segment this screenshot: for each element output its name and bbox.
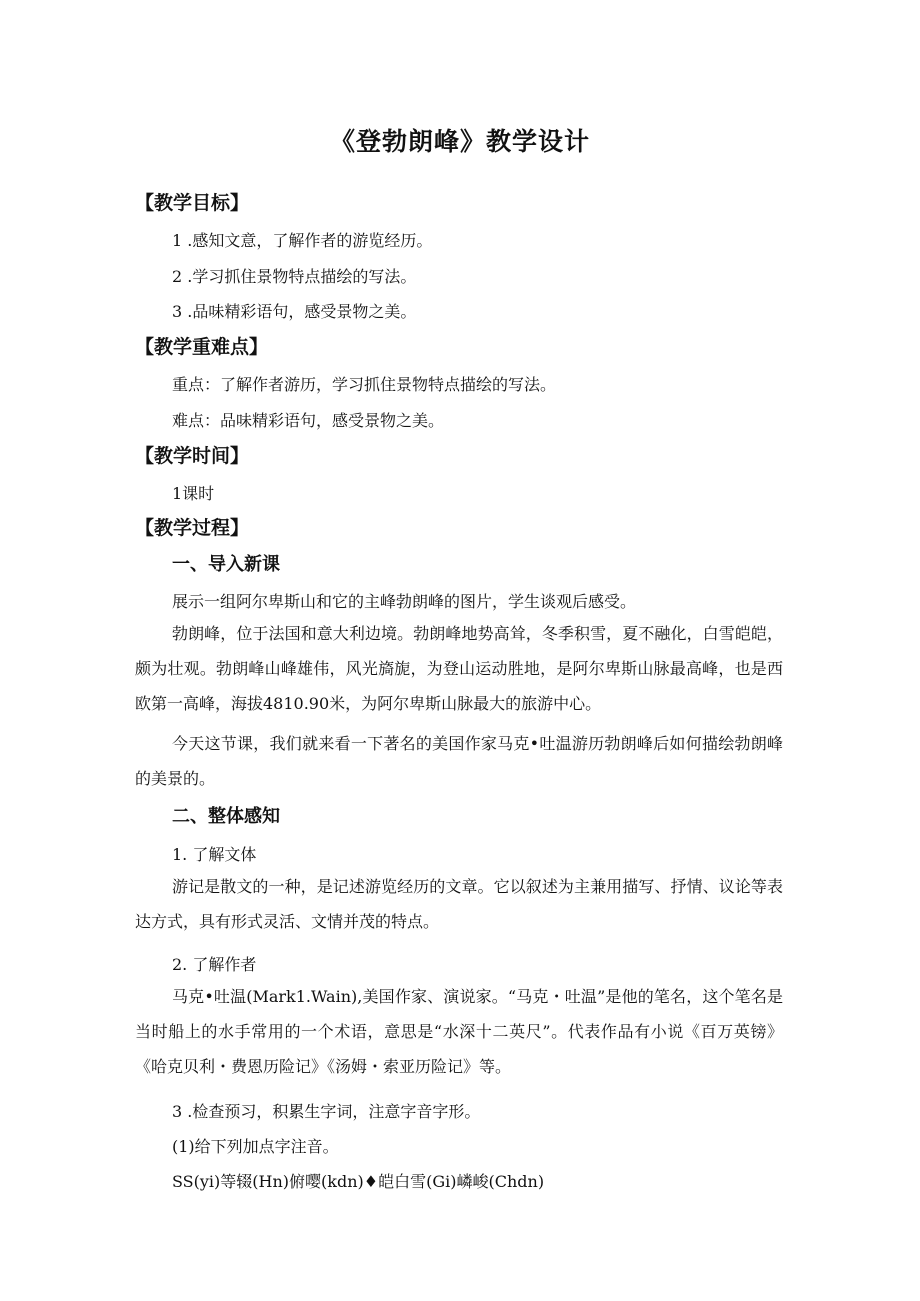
keypoint-important: 重点：了解作者游历，学习抓住景物特点描绘的写法。 <box>172 375 557 394</box>
intro-paragraph-3: 今天这节课，我们就来看一下著名的美国作家马克•吐温游历勃朗峰后如何描绘勃朗峰的美景的。 <box>135 734 783 788</box>
section-heading-goals: 【教学目标】 <box>135 192 250 214</box>
goal-item-1: 1 .感知文意，了解作者的游览经历。 <box>172 231 433 250</box>
subheading-introduction: 一、导入新课 <box>172 554 280 575</box>
goal-item-2: 2 .学习抓住景物特点描绘的写法。 <box>172 267 417 286</box>
goal-item-3: 3 .品味精彩语句，感受景物之美。 <box>172 302 417 321</box>
time-value: 1课时 <box>172 484 215 503</box>
section-heading-keypoints: 【教学重难点】 <box>135 336 269 358</box>
item-3-title: 3 .检查预习，积累生字词，注意字音字形。 <box>172 1102 481 1121</box>
item-2-title: 2. 了解作者 <box>172 955 257 974</box>
intro-paragraph-1: 展示一组阿尔卑斯山和它的主峰勃朗峰的图片，学生谈观后感受。 <box>172 592 637 611</box>
intro-paragraph-2: 勃朗峰，位于法国和意大利边境。勃朗峰地势高耸，冬季积雪，夏不融化，白雪皑皑，颇为壮观。勃朗峰山峰雄伟，风光旖旎，为登山运动胜地，是阿尔卑斯山脉最高峰，也是西欧第一高峰，海拔4810.90米，为阿尔卑斯山脉最大的旅游中心。 <box>135 624 783 713</box>
item-1-text: 游记是散文的一种，是记述游览经历的文章。它以叙述为主兼用描写、抒情、议论等表达方式，具有形式灵活、文情并茂的特点。 <box>135 877 783 931</box>
keypoint-difficult: 难点：品味精彩语句，感受景物之美。 <box>172 411 445 430</box>
section-heading-process: 【教学过程】 <box>135 517 250 539</box>
subheading-overall-perception: 二、整体感知 <box>172 806 280 827</box>
item-2-text: 马克•吐温(Mark1.Wain),美国作家、演说家。“马克・吐温”是他的笔名，这个笔名是当时船上的水手常用的一个术语，意思是“水深十二英尺”。代表作品有小说《百万英镑》《哈克贝利・费恩历险记》《汤姆・索亚历险记》等。 <box>135 987 783 1076</box>
item-3-subtitle: (1)给下列加点字注音。 <box>172 1137 339 1156</box>
item-3-words: SS(yi)等辍(Hn)俯嘤(kdn)♦皑白雪(Gi)嶙峻(Chdn) <box>172 1172 545 1191</box>
section-heading-time: 【教学时间】 <box>135 445 250 467</box>
item-1-title: 1. 了解文体 <box>172 845 257 864</box>
document-title: 《登勃朗峰》教学设计 <box>329 127 590 156</box>
